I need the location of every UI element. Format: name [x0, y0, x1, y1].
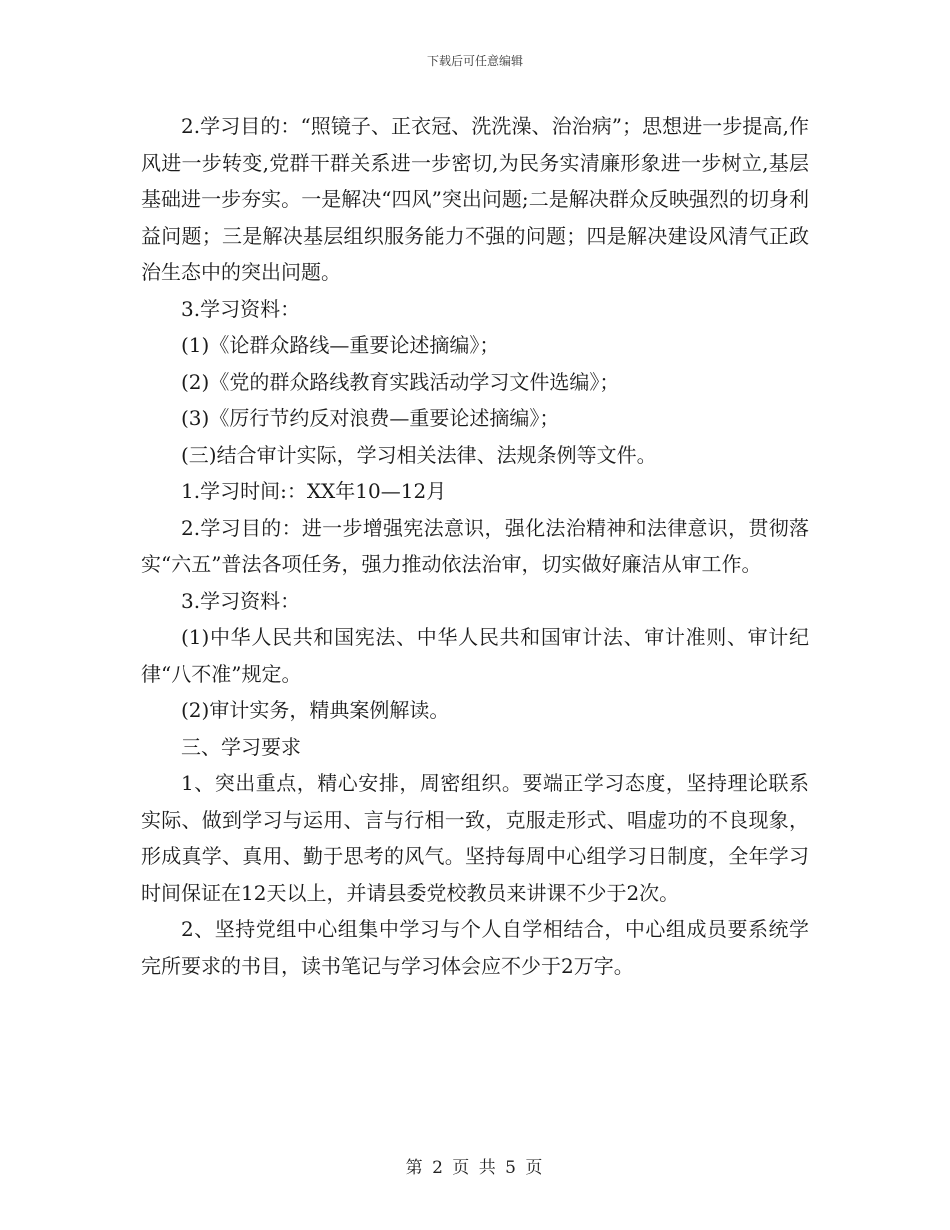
paragraph-materials-heading: 3.学习资料： [181, 296, 301, 321]
paragraph-requirement-2: 2、坚持党组中心组集中学习与个人自学相结合，中心组成员要系统学完所要求的书目，读书笔记与学习体会应不少于2万字。 [141, 917, 809, 978]
paragraph-materials-heading-2: 3.学习资料： [181, 588, 301, 613]
page-header: 下载后可任意编辑 [426, 54, 523, 68]
page-number: 第 2 页 共 5 页 [405, 1158, 545, 1178]
paragraph-material-item-1: (1)《论群众路线—重要论述摘编》； [181, 333, 500, 357]
paragraph-section-3-audit: (三)结合审计实际，学习相关法律、法规条例等文件。 [181, 442, 657, 467]
paragraph-material-item-3: (3)《厉行节约反对浪费—重要论述摘编》； [181, 406, 560, 430]
paragraph-requirements-heading: 三、学习要求 [181, 734, 301, 759]
paragraph-learning-time: 1.学习时间:：XX年10—12月 [181, 479, 447, 503]
document-body [141, 108, 809, 984]
paragraph-material-item-2: (2)《党的群众路线教育实践活动学习文件选编》； [181, 369, 620, 394]
paragraph-learning-goal-law: 2.学习目的：进一步增强宪法意识，强化法治精神和法律意识，贯彻落实“六五”普法各项任务，强力推动依法治审，切实做好廉洁从审工作。 [141, 515, 809, 576]
paragraph-learning-goal-2: 2.学习目的：“照镜子、正衣冠、洗洗澡、治治病”；思想进一步提高,作风进一步转变,党群干群关系进一步密切,为民务实清廉形象进一步树立,基层基础进一步夯实。一是解决“四风”突出问题;二是解决群众反映强烈的切身利益问题；三是解决基层组织服务能力不强的问题；四是解决建设风清气正政治生态中的突出问题。 [141, 114, 809, 284]
paragraph-requirement-1: 1、突出重点，精心安排，周密组织。要端正学习态度，坚持理论联系实际、做到学习与运用、言与行相一致，克服走形式、唱虚功的不良现象，形成真学、真用、勤于思考的风气。坚持每周中心组学习日制度，全年学习时间保证在12天以上，并请县委党校教员来讲课不少于2次。 [141, 771, 809, 905]
paragraph-law-item-2: (2)审计实务，精典案例解读。 [181, 698, 450, 722]
paragraph-law-item-1: (1)中华人民共和国宪法、中华人民共和国审计法、审计准则、审计纪律“八不准”规定。 [141, 625, 809, 686]
